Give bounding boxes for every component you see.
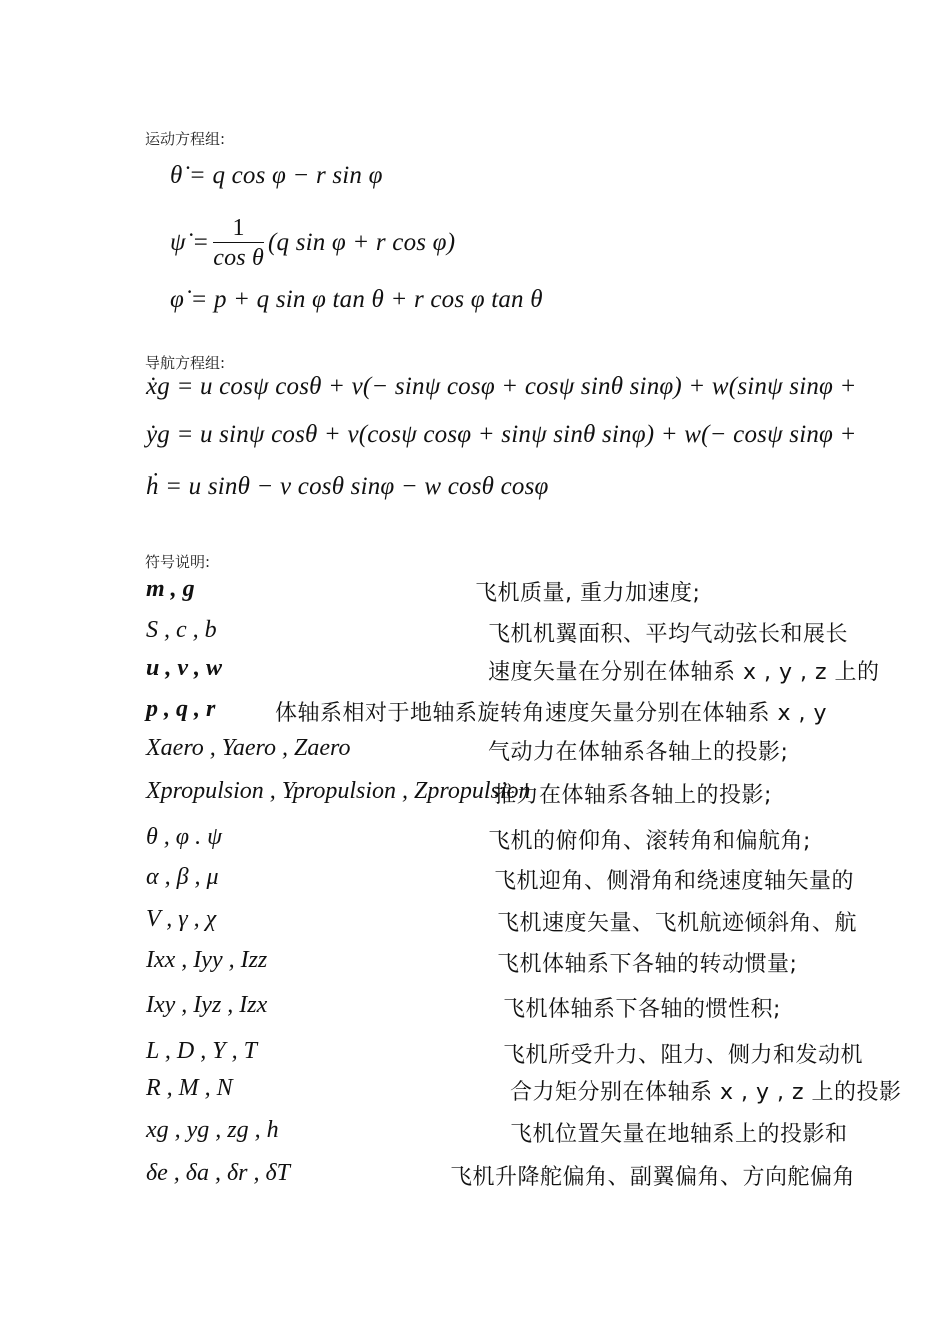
symbol-row-symbol: Ixy , Iyz , Izx bbox=[146, 992, 268, 1018]
motion-equation-psi-fraction bbox=[213, 214, 264, 273]
symbol-row-description: 飞机质量, 重力加速度; bbox=[475, 581, 701, 606]
motion-equation-phi: φ̇ = p + q sin φ tan θ + r cos φ tan θ bbox=[170, 286, 543, 313]
symbol-row-symbol: V , γ , χ bbox=[146, 906, 217, 932]
motion-equation-psi bbox=[170, 208, 455, 278]
symbol-row-description: 飞机体轴系下各轴的惯性积; bbox=[503, 997, 781, 1022]
symbol-row-symbol: α , β , μ bbox=[146, 864, 219, 890]
navigation-equation-xg: ẋg = u cosψ cosθ + v(− sinψ cosφ + cosψ sinθ sinφ) + w(sinψ sinφ + bbox=[146, 373, 857, 400]
symbol-row-symbol: Ixx , Iyy , Izz bbox=[146, 947, 268, 973]
symbol-row-description: 飞机升降舵偏角、副翼偏角、方向舵偏角 bbox=[450, 1165, 856, 1190]
navigation-equation-yg: ẏg = u sinψ cosθ + v(cosψ cosφ + sinψ sinθ sinφ) + w(− cosψ sinφ + bbox=[146, 421, 857, 448]
symbol-row-description: 体轴系相对于地轴系旋转角速度矢量分别在体轴系 x , y bbox=[275, 701, 828, 726]
navigation-equation-h: ḣ = u sinθ − v cosθ sinφ − w cosθ cosφ bbox=[146, 473, 549, 500]
symbol-row-symbol: R , M , N bbox=[146, 1075, 233, 1101]
symbol-row-symbol: p , q , r bbox=[146, 696, 216, 722]
symbol-row-description: 气动力在体轴系各轴上的投影; bbox=[488, 740, 789, 765]
symbol-row-symbol: Xpropulsion , Ypropulsion , Zpropulsion bbox=[146, 778, 531, 804]
symbol-row-description: 飞机速度矢量、飞机航迹倾斜角、航 bbox=[497, 911, 858, 936]
fraction-denominator: cos θ bbox=[213, 244, 265, 271]
symbol-row-description: 飞机位置矢量在地轴系上的投影和 bbox=[510, 1122, 848, 1147]
fraction-numerator: 1 bbox=[213, 214, 264, 243]
symbol-row-symbol: xg , yg , zg , h bbox=[146, 1117, 279, 1143]
symbol-row-description: 推力在体轴系各轴上的投影; bbox=[494, 783, 772, 808]
motion-equation-psi-rhs: (q sin φ + r cos φ) bbox=[268, 229, 456, 256]
symbols-heading: 符号说明: bbox=[145, 553, 211, 571]
symbol-row-symbol: L , D , Y , T bbox=[146, 1038, 257, 1064]
symbol-row-description: 合力矩分别在体轴系 x , y , z 上的投影 bbox=[510, 1080, 902, 1105]
symbol-row-symbol: θ , φ . ψ bbox=[146, 824, 222, 850]
symbol-row-description: 飞机迎角、侧滑角和绕速度轴矢量的 bbox=[494, 869, 855, 894]
motion-equation-psi-lhs: ψ̇ = bbox=[170, 229, 210, 256]
motion-equations-heading: 运动方程组: bbox=[145, 130, 226, 148]
symbol-row-symbol: u , v , w bbox=[146, 655, 223, 681]
symbol-row-description: 飞机的俯仰角、滚转角和偏航角; bbox=[488, 829, 811, 854]
symbol-row-symbol: S , c , b bbox=[146, 617, 217, 643]
symbol-row-symbol: δe , δa , δr , δT bbox=[146, 1160, 290, 1186]
symbol-row-description: 飞机所受升力、阻力、侧力和发动机 bbox=[503, 1043, 864, 1068]
symbol-row-symbol: Xaero , Yaero , Zaero bbox=[146, 735, 351, 761]
navigation-equations-heading: 导航方程组: bbox=[145, 354, 226, 372]
motion-equation-theta: θ̇ = q cos φ − r sin φ bbox=[170, 162, 383, 189]
symbol-row-symbol: m , g bbox=[146, 576, 195, 602]
symbol-row-description: 速度矢量在分别在体轴系 x , y , z 上的 bbox=[488, 660, 880, 685]
symbol-row-description: 飞机机翼面积、平均气动弦长和展长 bbox=[488, 622, 849, 647]
symbol-row-description: 飞机体轴系下各轴的转动惯量; bbox=[497, 952, 798, 977]
